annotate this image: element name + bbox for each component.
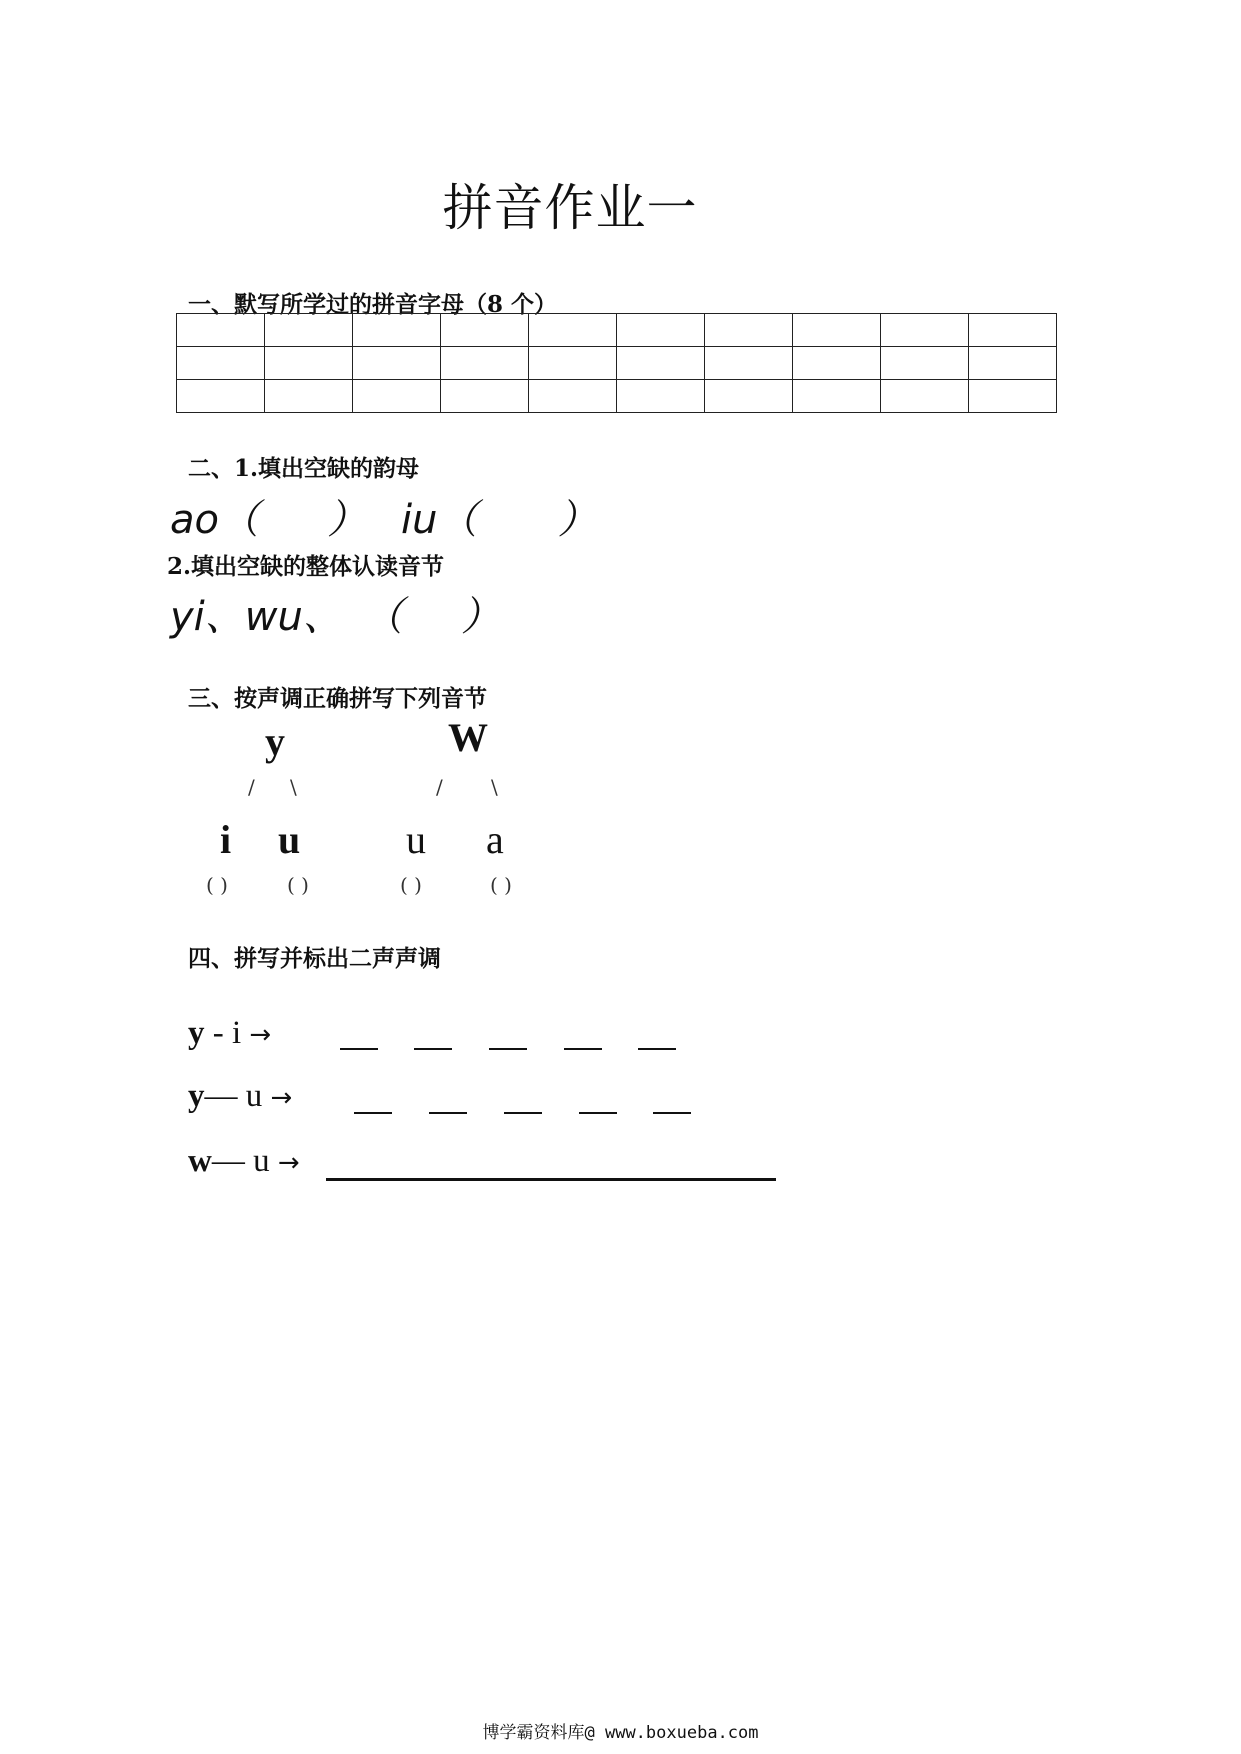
final-u: u xyxy=(278,817,301,862)
initial-y: y xyxy=(265,719,285,764)
grid-cell xyxy=(705,347,793,380)
grid-cell xyxy=(265,380,353,413)
page-title: 拼音作业一 xyxy=(442,179,698,237)
grid-cell xyxy=(265,314,353,347)
grid-cell xyxy=(353,380,441,413)
grid-cell xyxy=(353,347,441,380)
grid-cell xyxy=(793,347,881,380)
exercise-final: - i xyxy=(212,1015,242,1051)
answer-blank xyxy=(653,1112,691,1114)
grid-cell xyxy=(969,347,1057,380)
final-u: u xyxy=(406,817,426,862)
answer-blank xyxy=(354,1112,392,1114)
grid-cell xyxy=(705,380,793,413)
finals-item-iu: iu（ xyxy=(400,497,478,543)
exercise-y-i xyxy=(188,1015,271,1052)
finals-close-paren: ） xyxy=(326,497,367,543)
grid-cell xyxy=(617,314,705,347)
grid-cell xyxy=(441,347,529,380)
branch-right: \ xyxy=(491,775,498,799)
answer-blank xyxy=(489,1048,527,1050)
footer-watermark: 博学霸资料库@ www.boxueba.com xyxy=(482,1723,759,1743)
grid-cell xyxy=(881,380,969,413)
grid-cell xyxy=(353,314,441,347)
grid-row xyxy=(177,347,1057,380)
grid-cell xyxy=(969,314,1057,347)
exercise-initial: w xyxy=(188,1143,212,1179)
answer-blank xyxy=(340,1048,378,1050)
section-4-heading: 四、拼写并标出二声声调 xyxy=(188,945,441,972)
answer-blank xyxy=(638,1048,676,1050)
answer-blank xyxy=(429,1112,467,1114)
grid-cell xyxy=(881,314,969,347)
writing-grid xyxy=(176,313,1057,413)
exercise-initial: y xyxy=(188,1015,205,1051)
grid-cell xyxy=(529,380,617,413)
grid-cell xyxy=(177,314,265,347)
grid-cell xyxy=(441,314,529,347)
grid-cell xyxy=(793,380,881,413)
section-3-heading: 三、按声调正确拼写下列音节 xyxy=(188,685,487,712)
grid-row xyxy=(177,380,1057,413)
answer-paren: ( ) xyxy=(490,873,512,897)
answer-paren: ( ) xyxy=(287,873,309,897)
section-1-heading: 一、默写所学过的拼音字母（8 个） xyxy=(188,291,558,318)
exercise-w-u xyxy=(188,1143,300,1180)
answer-blank xyxy=(414,1048,452,1050)
answer-blank xyxy=(564,1048,602,1050)
grid-cell xyxy=(177,347,265,380)
grid-cell xyxy=(617,347,705,380)
arrow-icon: → xyxy=(249,1020,272,1050)
grid-cell xyxy=(529,347,617,380)
branch-left: / xyxy=(436,775,443,799)
initial-w: W xyxy=(448,715,488,760)
exercise-initial: y xyxy=(188,1078,205,1114)
grid-cell xyxy=(705,314,793,347)
final-i: i xyxy=(220,817,232,862)
answer-paren: ( ) xyxy=(206,873,228,897)
section-2-heading: 二、1.填出空缺的韵母 xyxy=(188,455,420,482)
syllables-close-paren: ） xyxy=(460,594,501,640)
answer-blank xyxy=(504,1112,542,1114)
finals-blank-row xyxy=(170,488,597,545)
final-a: a xyxy=(486,817,504,862)
arrow-icon: → xyxy=(277,1148,300,1178)
grid-cell xyxy=(793,314,881,347)
grid-cell xyxy=(529,314,617,347)
grid-cell xyxy=(617,380,705,413)
exercise-final: — u xyxy=(211,1143,270,1179)
branch-left: / xyxy=(248,775,255,799)
grid-cell xyxy=(177,380,265,413)
arrow-icon: → xyxy=(270,1083,293,1113)
branch-right: \ xyxy=(290,775,297,799)
section-2-sub-heading: 2.填出空缺的整体认读音节 xyxy=(167,553,445,580)
answer-paren: ( ) xyxy=(400,873,422,897)
answer-blank xyxy=(579,1112,617,1114)
grid-cell xyxy=(969,380,1057,413)
grid-row xyxy=(177,314,1057,347)
answer-line xyxy=(326,1178,776,1181)
exercise-final: — u xyxy=(204,1078,263,1114)
syllables-items: yi、wu、 xyxy=(170,594,343,640)
syllables-blank-row xyxy=(170,585,501,642)
grid-cell xyxy=(265,347,353,380)
grid-cell xyxy=(441,380,529,413)
grid-cell xyxy=(881,347,969,380)
finals-item-ao: ao（ xyxy=(170,497,259,543)
syllables-open-paren: （ xyxy=(362,594,403,640)
exercise-y-u xyxy=(188,1078,292,1115)
finals-close-paren: ） xyxy=(557,497,598,543)
